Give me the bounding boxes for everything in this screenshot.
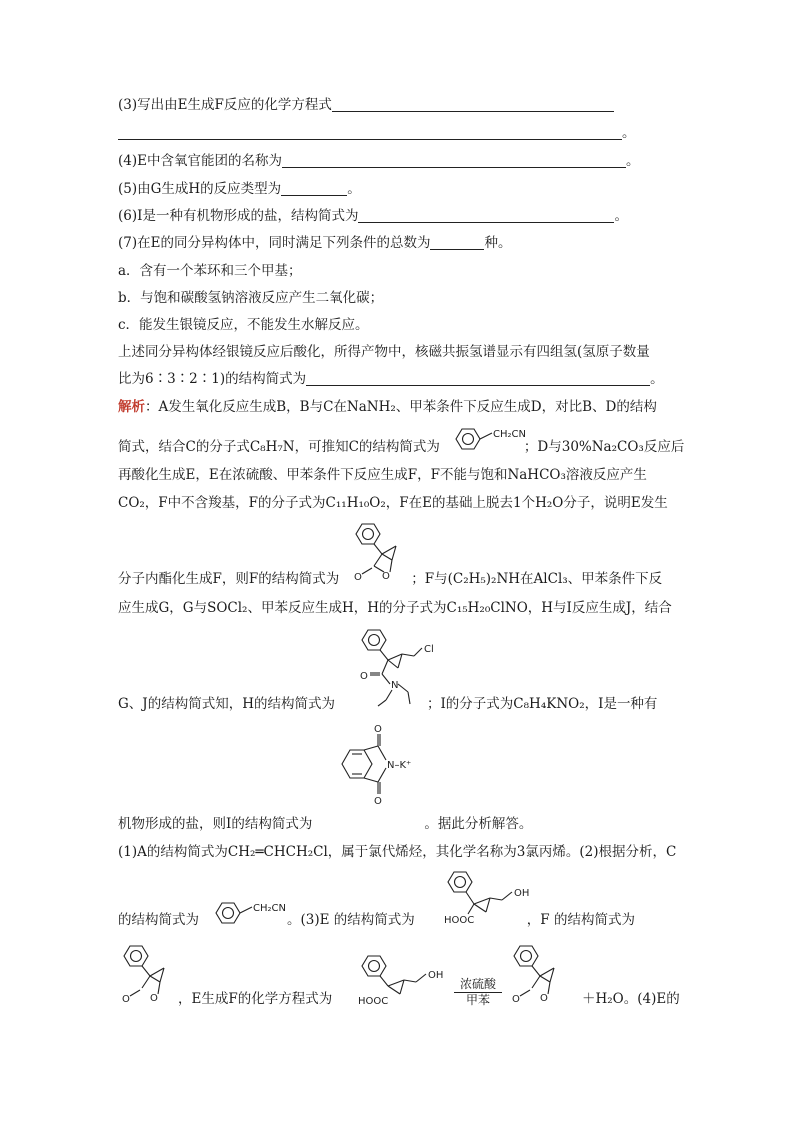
answer-blank[interactable]: [430, 235, 484, 250]
svg-text:O: O: [374, 796, 382, 807]
question-7: (7)在E的同分异构体中，同时满足下列条件的总数为 种。: [118, 235, 512, 251]
analysis-line-1: 解析：A发生氧化反应生成B，B与C在NaNH₂、甲苯条件下反应生成D，对比B、D的结构: [118, 399, 657, 415]
analysis-line-5: 分子内酯化生成F，则F的结构简式为 ；F与(C₂H₅)₂NH在AlCl₃、甲苯条件下反: [118, 571, 663, 587]
answer-blank[interactable]: [118, 125, 622, 140]
question-3: (3)写出由E生成F反应的化学方程式: [118, 96, 614, 114]
svg-text:N: N: [391, 680, 399, 691]
analysis-line-2: 简式，结合C的分子式C₈H₇N，可推知C的结构简式为 ；D与30%Na₂CO₃反应后: [118, 439, 685, 455]
question-7b: 上述同分异构体经银镜反应后酸化，所得产物中，核磁共振氢谱显示有四组氢(氢原子数量: [118, 344, 650, 360]
svg-text:N–K⁺: N–K⁺: [387, 760, 412, 771]
svg-text:OH: OH: [514, 888, 530, 899]
answer-blank[interactable]: [281, 181, 347, 196]
answer-blank[interactable]: [332, 97, 614, 112]
structure-i-potassium-phthalimide: [336, 724, 446, 806]
analysis-line-9: (1)A的结构简式为CH₂═CHCH₂Cl，属于氯代烯烃，其化学名称为3氯丙烯。(2)根据分析，C: [118, 844, 677, 860]
svg-text:O: O: [374, 724, 382, 735]
condition-a: a．含有一个苯环和三个甲基；: [118, 263, 302, 279]
label-ch2cn: CH₂CN: [493, 429, 526, 440]
svg-text:O: O: [150, 993, 158, 1004]
condition-c: c．能发生银镜反应，不能发生水解反应。: [118, 317, 369, 333]
svg-text:O: O: [512, 994, 520, 1005]
svg-text:O: O: [540, 993, 548, 1004]
analysis-line-6: 应生成G，G与SOCl₂、甲苯反应生成H，H的分子式为C₁₅H₂₀ClNO，H与I反应生成J，结合: [118, 600, 672, 616]
analysis-line-4: CO₂，F中不含羧基，F的分子式为C₁₁H₁₀O₂，F在E的基础上脱去1个H₂O分子，说明E发生: [118, 495, 668, 511]
analysis-line-8: 机物形成的盐，则I的结构简式为 。据此分析解答。: [118, 816, 533, 832]
question-4: (4)E中含氧官能团的名称为 。: [118, 153, 640, 169]
answer-blank[interactable]: [306, 371, 650, 386]
structure-c-benzylcyanide: [450, 420, 540, 450]
answer-blank[interactable]: [358, 208, 614, 223]
svg-text:O: O: [382, 571, 390, 582]
question-3-cont: 。: [118, 124, 636, 142]
structure-f-lactone-2: [120, 942, 180, 1004]
svg-text:OH: OH: [428, 970, 444, 981]
analysis-line-3: 再酸化生成E，E在浓硫酸、甲苯条件下反应生成F，F不能与饱和NaHCO₃溶液反应产生: [118, 467, 647, 483]
structure-f-lactone-3: [510, 942, 570, 1004]
condition-b: b．与饱和碳酸氢钠溶液反应产生二氧化碳；: [118, 290, 384, 306]
reaction-arrow: 浓硫酸 甲苯: [450, 978, 506, 1006]
question-6: (6)I是一种有机物形成的盐，结构简式为 。: [118, 208, 628, 224]
svg-text:O: O: [360, 671, 368, 682]
svg-text:HOOC: HOOC: [358, 996, 389, 1007]
analysis-line-11a: ，E生成F的化学方程式为: [178, 991, 333, 1007]
question-7b-cont: 比为6∶3∶2∶1)的结构简式为 。: [118, 371, 664, 387]
analysis-line-11b: ＋H₂O。(4)E的: [582, 991, 680, 1007]
analysis-line-10: 的结构简式为 。(3)E 的结构简式为 ，F 的结构简式为: [118, 912, 635, 928]
benzene-ring: [456, 429, 480, 449]
svg-text:O: O: [354, 572, 362, 583]
svg-text:O: O: [122, 994, 130, 1005]
question-5: (5)由G生成H的反应类型为 。: [118, 181, 361, 197]
svg-text:HOOC: HOOC: [444, 915, 475, 926]
analysis-line-7: G、J的结构简式知，H的结构简式为 ；I的分子式为C₈H₄KNO₂，I是一种有: [118, 696, 658, 712]
answer-blank[interactable]: [282, 153, 626, 168]
svg-text:CH₂CN: CH₂CN: [253, 903, 286, 914]
svg-text:Cl: Cl: [424, 644, 434, 655]
